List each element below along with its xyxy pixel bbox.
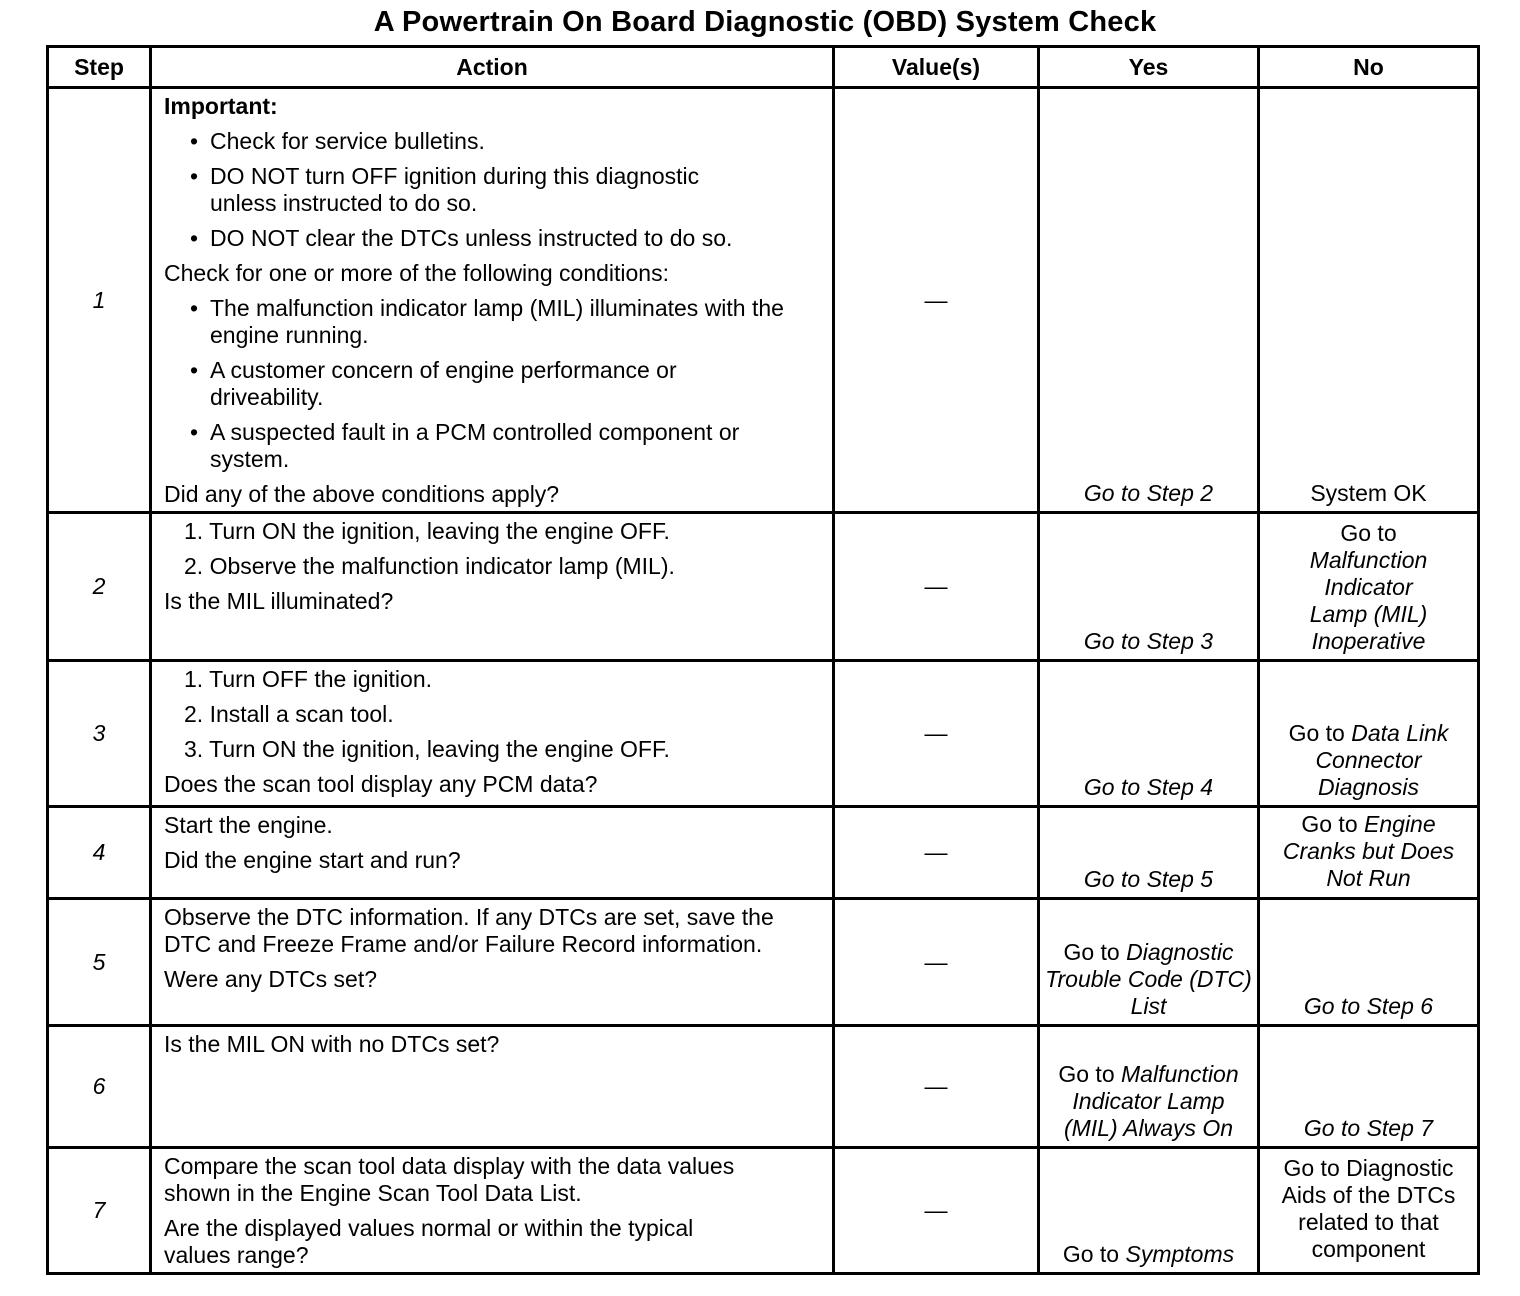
table-row xyxy=(48,1026,1479,1148)
no-cell xyxy=(1259,661,1479,807)
action-question: Does the scan tool display any PCM data? xyxy=(164,771,598,797)
step-number: 1 xyxy=(48,88,151,513)
no-link: Engine Cranks but Does Not Run xyxy=(1282,811,1455,891)
list-item: • A customer concern of engine performance or driveability. xyxy=(186,357,750,411)
yes-link: Symptoms xyxy=(1125,1241,1235,1267)
step-number: 4 xyxy=(48,807,151,899)
yes-cell: Go to Step 2 xyxy=(1039,88,1259,513)
yes-link: Malfunction Indicator Lamp (MIL) Always On xyxy=(1063,1061,1239,1141)
step-number: 7 xyxy=(48,1148,151,1274)
value-cell: — xyxy=(834,88,1039,513)
action-question: Were any DTCs set? xyxy=(164,966,378,992)
action-text: Observe the DTC information. If any DTCs are set, save the DTC and Freeze Frame and/or Failure Record information. xyxy=(164,904,774,957)
yes-cell: Go to Step 4 xyxy=(1039,661,1259,807)
yes-cell: Go to Step 3 xyxy=(1039,513,1259,661)
no-cell: Go to Diagnostic Aids of the DTCs related to that component xyxy=(1259,1148,1479,1274)
yes-prefix: Go to xyxy=(1058,1061,1115,1087)
action-text: Check for one or more of the following conditions: xyxy=(164,260,669,286)
step-number: 6 xyxy=(48,1026,151,1148)
yes-prefix: Go to xyxy=(1063,939,1120,965)
no-cell xyxy=(1259,513,1479,661)
table-row xyxy=(48,513,1479,661)
no-prefix: Go to xyxy=(1340,520,1397,546)
action-cell xyxy=(151,661,834,807)
list-item: 3. Turn ON the ignition, leaving the engine OFF. xyxy=(184,736,670,762)
action-cell xyxy=(151,88,834,513)
action-text: Start the engine. xyxy=(164,812,333,838)
no-cell xyxy=(1259,807,1479,899)
list-item: 2. Install a scan tool. xyxy=(184,701,394,727)
action-cell xyxy=(151,1026,834,1148)
table-row xyxy=(48,661,1479,807)
yes-prefix: Go to xyxy=(1062,1241,1120,1267)
yes-cell: Go to Step 5 xyxy=(1039,807,1259,899)
conditions-list xyxy=(164,295,826,473)
no-cell: Go to Step 7 xyxy=(1259,1026,1479,1148)
value-cell: — xyxy=(834,807,1039,899)
list-item: 1. Turn OFF the ignition. xyxy=(184,666,433,692)
no-prefix: Go to xyxy=(1301,811,1358,837)
diagnostic-table xyxy=(46,45,1480,1275)
table-row xyxy=(48,1148,1479,1274)
no-link: Malfunction Indicator Lamp (MIL) Inoperative xyxy=(1309,547,1428,654)
action-question: Are the displayed values normal or within the typical values range? xyxy=(164,1215,694,1268)
header-no: No xyxy=(1259,47,1479,88)
table-row xyxy=(48,807,1479,899)
list-item: • The malfunction indicator lamp (MIL) illuminates with the engine running. xyxy=(186,295,810,349)
header-yes: Yes xyxy=(1039,47,1259,88)
value-cell: — xyxy=(834,1026,1039,1148)
steps-list xyxy=(164,518,826,580)
step-number: 5 xyxy=(48,899,151,1026)
list-item: 2. Observe the malfunction indicator lamp (MIL). xyxy=(184,553,675,579)
value-cell: — xyxy=(834,1148,1039,1274)
yes-cell xyxy=(1039,899,1259,1026)
action-cell xyxy=(151,807,834,899)
yes-link: Diagnostic Trouble Code (DTC) List xyxy=(1045,939,1252,1019)
page-title: A Powertrain On Board Diagnostic (OBD) System Check xyxy=(373,6,1157,38)
action-cell xyxy=(151,513,834,661)
header-step: Step xyxy=(48,47,151,88)
step-number: 3 xyxy=(48,661,151,807)
yes-cell xyxy=(1039,1026,1259,1148)
header-values: Value(s) xyxy=(834,47,1039,88)
steps-list xyxy=(164,666,826,763)
action-question: Did the engine start and run? xyxy=(164,847,461,873)
action-cell xyxy=(151,1148,834,1274)
list-item: 1. Turn ON the ignition, leaving the engine OFF. xyxy=(184,518,670,544)
list-item: • DO NOT clear the DTCs unless instructed to do so. xyxy=(186,225,826,252)
no-cell: Go to Step 6 xyxy=(1259,899,1479,1026)
step-number: 2 xyxy=(48,513,151,661)
header-action: Action xyxy=(151,47,834,88)
no-prefix: Go to xyxy=(1288,720,1345,746)
value-cell: — xyxy=(834,899,1039,1026)
action-cell xyxy=(151,899,834,1026)
important-list xyxy=(164,128,826,252)
list-item: • Check for service bulletins. xyxy=(186,128,826,155)
no-link: Data Link Connector Diagnosis xyxy=(1315,720,1449,800)
value-cell: — xyxy=(834,661,1039,807)
table-row xyxy=(48,88,1479,513)
list-item: • A suspected fault in a PCM controlled component or system. xyxy=(186,419,810,473)
no-cell: System OK xyxy=(1259,88,1479,513)
value-cell: — xyxy=(834,513,1039,661)
table-row xyxy=(48,899,1479,1026)
yes-cell xyxy=(1039,1148,1259,1274)
important-label: Important: xyxy=(164,93,278,119)
header-row xyxy=(48,47,1479,88)
action-question: Is the MIL ON with no DTCs set? xyxy=(164,1031,500,1057)
action-text: Compare the scan tool data display with the data values shown in the Engine Scan Tool Data List. xyxy=(164,1153,735,1206)
action-question: Did any of the above conditions apply? xyxy=(164,481,560,507)
action-question: Is the MIL illuminated? xyxy=(164,588,394,614)
list-item: • DO NOT turn OFF ignition during this diagnostic unless instructed to do so. xyxy=(186,163,770,217)
